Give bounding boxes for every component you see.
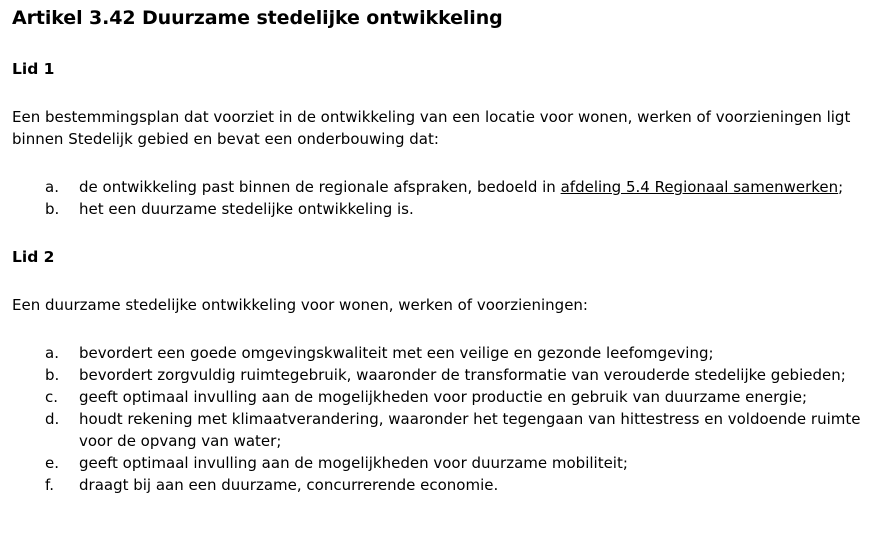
list-item: [12, 198, 878, 220]
list-marker: c.: [45, 388, 59, 406]
lid-1-intro: Een bestemmingsplan dat voorziet in de ontwikkeling van een locatie voor wonen, werken of voorzieningen ligt binnen Stedelijk gebied en bevat een onderbouwing dat:: [12, 108, 851, 148]
list-item-text: geeft optimaal invulling aan de mogelijkheden voor duurzame mobiliteit;: [79, 454, 628, 472]
lid-2-heading: Lid 2: [12, 248, 55, 266]
list-item: [12, 364, 878, 386]
lid-1-heading: Lid 1: [12, 60, 55, 78]
list-item: [12, 408, 878, 452]
list-marker: f.: [45, 476, 54, 494]
list-marker: a.: [45, 344, 59, 362]
afdeling-5-4-link[interactable]: afdeling 5.4 Regionaal samenwerken: [560, 178, 839, 196]
document-body: [12, 4, 878, 496]
list-item-text: het een duurzame stedelijke ontwikkeling is.: [79, 200, 414, 218]
list-item: [12, 176, 878, 198]
list-item: [12, 452, 878, 474]
list-item: [12, 386, 878, 408]
list-marker: e.: [45, 454, 59, 472]
list-item-text: bevordert zorgvuldig ruimtegebruik, waaronder de transformatie van verouderde stedelijke gebieden;: [79, 366, 846, 384]
list-item-text: draagt bij aan een duurzame, concurrerende economie.: [79, 476, 499, 494]
list-item-text: geeft optimaal invulling aan de mogelijkheden voor productie en gebruik van duurzame energie;: [79, 388, 807, 406]
list-marker: d.: [45, 410, 60, 428]
list-marker: a.: [45, 178, 59, 196]
list-item: [12, 474, 878, 496]
list-item-text: houdt rekening met klimaatverandering, waaronder het tegengaan van hittestress en voldoende ruimte voor de opvang van water;: [79, 410, 861, 450]
list-item-text: bevordert een goede omgevingskwaliteit met een veilige en gezonde leefomgeving;: [79, 344, 714, 362]
lid-2-intro: Een duurzame stedelijke ontwikkeling voor wonen, werken of voorzieningen:: [12, 296, 588, 314]
article-title: Artikel 3.42 Duurzame stedelijke ontwikkeling: [12, 7, 503, 29]
list-marker: b.: [45, 200, 60, 218]
list-marker: b.: [45, 366, 60, 384]
list-item: [12, 342, 878, 364]
list-item-text: de ontwikkeling past binnen de regionale afspraken, bedoeld in: [79, 178, 561, 196]
lid-2-list: [12, 342, 878, 496]
lid-1-list: [12, 176, 878, 220]
list-item-text-end: ;: [838, 178, 844, 196]
